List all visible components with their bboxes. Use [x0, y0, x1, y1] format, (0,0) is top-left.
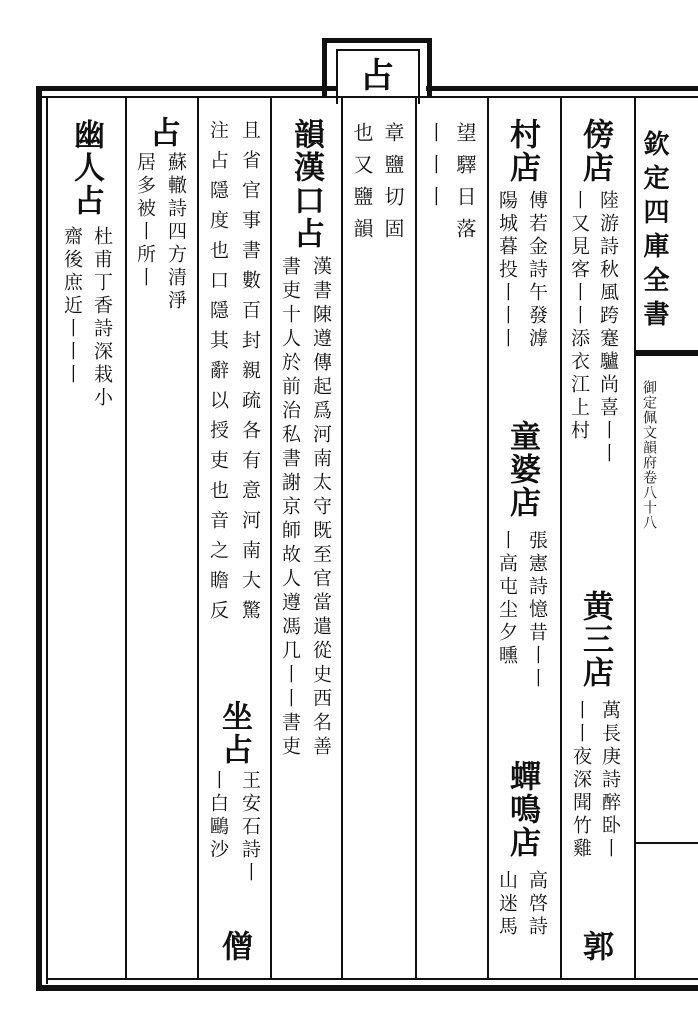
entry-heading: 郭: [577, 930, 613, 963]
entry-heading: 傍店: [577, 118, 613, 184]
col-divider: [270, 98, 272, 978]
margin-subtitle: 御定佩文韻府卷八十八: [641, 380, 657, 530]
entry-heading: 村店: [504, 118, 540, 184]
tab-top: [322, 38, 432, 43]
col-divider: [125, 98, 127, 978]
tab-left: [322, 38, 327, 96]
entry-heading: 占: [144, 116, 180, 149]
note-line: 蘇轍詩四方清淨: [165, 152, 187, 313]
col-divider: [560, 98, 562, 978]
entry-heading: 黄三店: [577, 590, 613, 689]
tab-inner-top: [336, 49, 420, 51]
margin-lower-rule: [636, 842, 698, 844]
margin-title: 欽定四庫全書: [639, 130, 669, 334]
note-line: 注占隱度也口隱其辭以授吏也音之瞻反: [207, 120, 229, 630]
col-divider: [487, 98, 489, 978]
entry-heading: 韻漢口占: [288, 118, 324, 250]
tab-inner-right: [418, 49, 420, 104]
entry-heading: 幽人占: [68, 118, 104, 217]
note-line: 張憲詩憶昔丨丨: [526, 530, 548, 691]
tab-head-char: 占: [360, 56, 394, 96]
text-line: 望驛日落: [453, 122, 477, 250]
note-line: 山迷馬: [496, 870, 518, 939]
entry-heading: 蟬鳴店: [504, 760, 540, 859]
note-line: 居多被丨所丨: [134, 152, 156, 290]
entry-heading: 童婆店: [504, 420, 540, 519]
note-line: 陽城暮投丨丨丨: [496, 190, 518, 351]
note-line: 漢書陳遵傳起爲河南太守既至官當遣從史西名善: [310, 256, 332, 760]
col-divider: [341, 98, 343, 978]
note-line: 丨又見客丨丨添衣江上村: [568, 190, 590, 443]
margin-rule: [634, 98, 636, 978]
top-border: [36, 86, 336, 91]
note-line: 丨丨夜深聞竹雞: [570, 700, 592, 861]
note-line: 高啓詩: [526, 870, 548, 939]
bottom-border: [36, 985, 698, 991]
entry-heading: 坐占: [216, 700, 252, 766]
note-line: 齋後庶近丨丨丨: [61, 226, 83, 387]
note-line: 陸游詩秋風跨蹇驢尚喜丨丨: [597, 190, 619, 466]
text-line: 也又鹽韻: [350, 122, 374, 250]
entry-heading: 僧: [216, 930, 252, 963]
note-line: 書吏十人於前治私書謝京師故人遵馮几丨丨書吏: [279, 256, 301, 760]
tab-inner-left: [336, 49, 338, 104]
tab-right: [427, 38, 432, 96]
note-line: 王安石詩丨: [239, 770, 261, 885]
note-line: 且省官事書數百封親疏各有意河南大驚: [239, 120, 261, 630]
col-divider: [197, 98, 199, 978]
margin-fishtail: [636, 350, 698, 356]
text-line: 章鹽切固: [381, 122, 405, 250]
note-line: 萬長庚詩醉卧丨: [599, 700, 621, 861]
note-line: 傅若金詩午發滹: [526, 190, 548, 351]
text-line: 丨丨丨: [423, 122, 447, 218]
note-line: 杜甫丁香詩深栽小: [91, 226, 113, 410]
top-inner-border: [36, 96, 698, 98]
note-line: 丨高屯尘夕曛: [496, 530, 518, 668]
col-divider: [415, 98, 417, 978]
left-border: [36, 86, 42, 991]
note-line: 丨白鷗沙: [207, 770, 229, 862]
bottom-inner-border: [46, 978, 698, 980]
top-border-right: [426, 86, 698, 91]
left-inner-border: [46, 96, 48, 984]
